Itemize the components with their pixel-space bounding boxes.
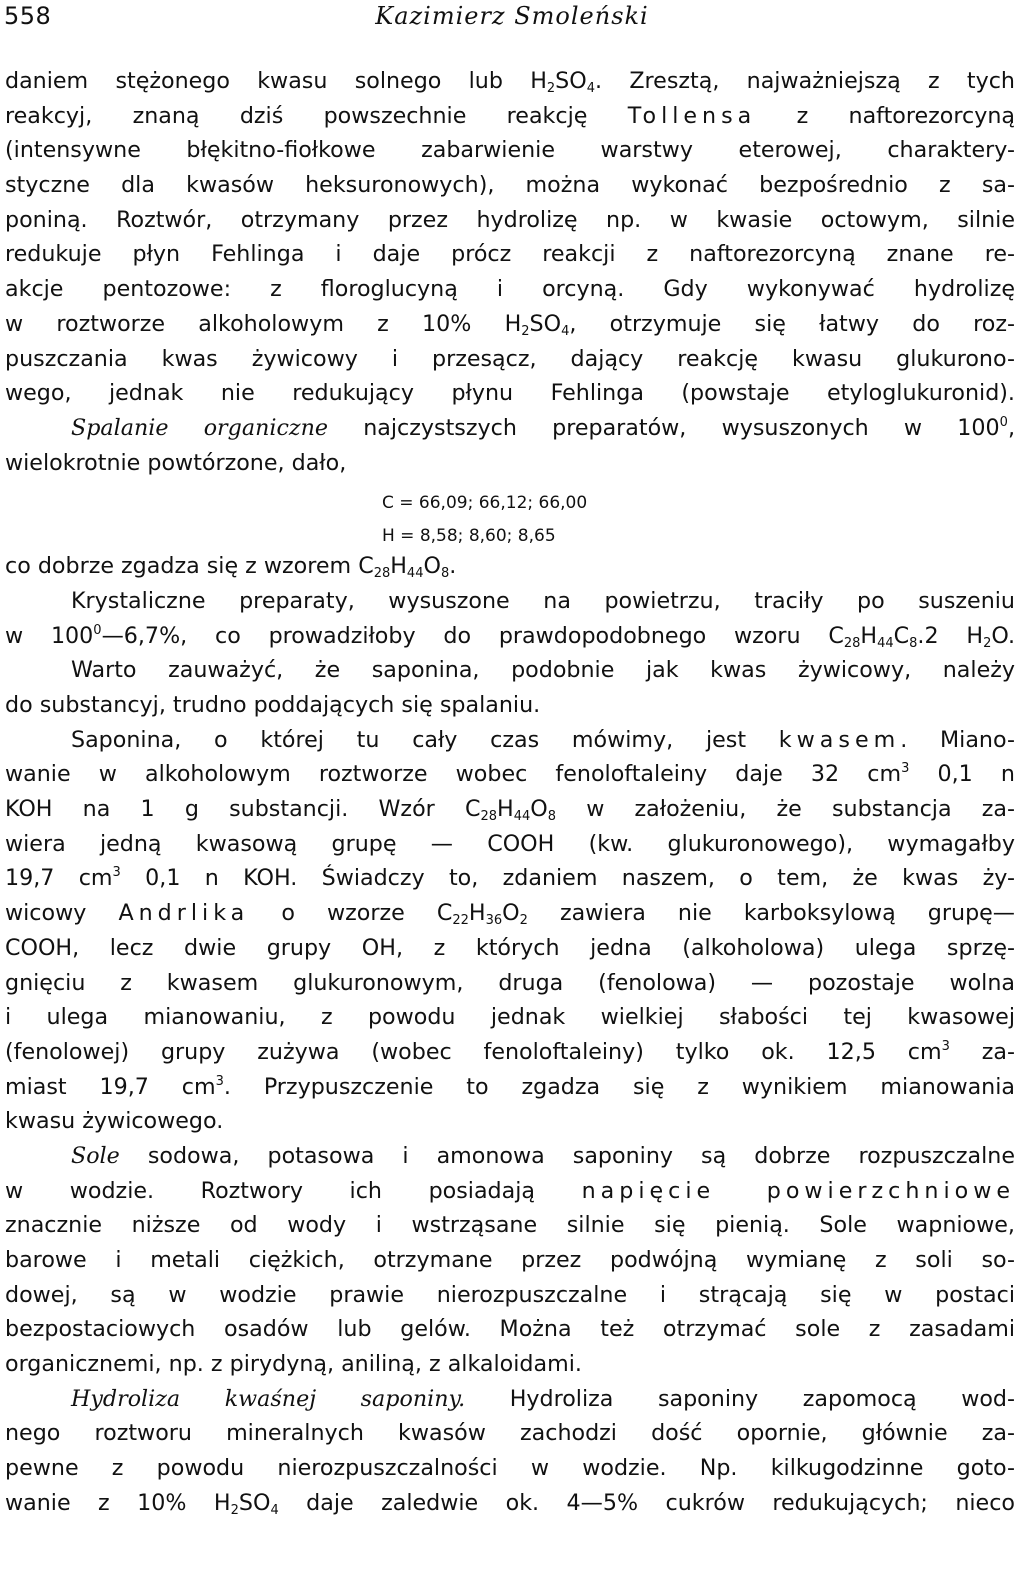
analysis-results bbox=[5, 480, 1015, 549]
text-line: wego, jednak nie redukujący płynu Fehlinga (powstaje etyloglukuronid). bbox=[5, 380, 1015, 407]
text-line: w wodzie. Roztwory ich posiadają napięcie powierzchniowe bbox=[5, 1177, 1015, 1204]
text-line: bezpostaciowych osadów lub gelów. Można też otrzymać sole z zasadami bbox=[5, 1316, 1015, 1343]
text-line: reakcyj, znaną dziś powszechnie reakcję Tollensa z naftorezorcyną bbox=[5, 102, 1015, 129]
formula-hydrogen: H = 8,58; 8,60; 8,65 bbox=[382, 526, 556, 547]
text-line: Warto zauważyć, że saponina, podobnie jak kwas żywicowy, należy bbox=[71, 657, 1015, 684]
text-line: wiera jedną kwasową grupę — COOH (kw. glukuronowego), wymagałby bbox=[5, 830, 1015, 857]
text-line: redukuje płyn Fehlinga i daje prócz reakcji z naftorezorcyną znane re- bbox=[5, 241, 1015, 268]
text-line: organicznemi, np. z pirydyną, aniliną, z alkaloidami. bbox=[5, 1351, 582, 1378]
text-line: Saponina, o której tu cały czas mówimy, jest kwasem. Miano- bbox=[71, 726, 1015, 753]
text-line: styczne dla kwasów heksuronowych), można wykonać bezpośrednio z sa- bbox=[5, 172, 1015, 199]
text-line: COOH, lecz dwie grupy OH, z których jedna (alkoholowa) ulega sprzę- bbox=[5, 934, 1015, 961]
italic-heading-sole: Sole bbox=[71, 1142, 120, 1169]
text-line: daniem stężonego kwasu solnego lub $H_2SO_4$. Zresztą, najważniejszą z tych bbox=[5, 68, 1015, 96]
text-line: znacznie niższe od wody i wstrząsane silnie się pienią. Sole wapniowe, bbox=[5, 1212, 1015, 1239]
text-line: kwasu żywicowego. bbox=[5, 1108, 224, 1135]
page-number: 558 bbox=[4, 2, 52, 30]
text-line: wielokrotnie powtórzone, dało, bbox=[5, 449, 347, 476]
text-line: KOH na 1 g substancji. Wzór $C_{28}H_{44}O_8$ w założeniu, że substancja za- bbox=[5, 796, 1015, 825]
italic-heading-hydroliza: Hydroliza kwaśnej saponiny. bbox=[71, 1385, 466, 1412]
text-line: puszczania kwas żywicowy i przesącz, dający reakcję kwasu glukurono- bbox=[5, 345, 1015, 372]
running-head: Kazimierz Smoleński bbox=[375, 2, 649, 30]
italic-heading-spalanie: Spalanie organiczne bbox=[71, 414, 329, 441]
text-line: poniną. Roztwór, otrzymany przez hydrolizę np. w kwasie octowym, silnie bbox=[5, 206, 1015, 233]
spaced-name-andrlika: Andrlika bbox=[118, 900, 250, 927]
text-line: wanie w alkoholowym roztworze wobec fenoloftaleiny daje 32 $cm^3$ 0,1 n bbox=[5, 761, 1015, 788]
text-line: pewne z powodu nierozpuszczalności w wodzie. Np. kilkugodzinne goto- bbox=[5, 1455, 1015, 1482]
spaced-word-kwasem: kwasem bbox=[778, 726, 901, 753]
text-line: co dobrze zgadza się z wzorem $C_{28}H_{44}O_8$. bbox=[5, 553, 457, 582]
text-line: 19,7 $cm^3$ 0,1 n KOH. Świadczy to, zdaniem naszem, o tem, że kwas ży- bbox=[5, 865, 1015, 892]
text-line: i ulega mianowaniu, z powodu jednak wielkiej słabości tej kwasowej bbox=[5, 1004, 1015, 1031]
text-line: wicowy Andrlika o wzorze $C_{22}H_{36}O_2$ zawiera nie karboksylową grupę— bbox=[5, 900, 1015, 929]
text-line: Krystaliczne preparaty, wysuszone na powietrzu, traciły po suszeniu bbox=[71, 587, 1015, 614]
text-line: barowe i metali ciężkich, otrzymane przez podwójną wymianę z soli so- bbox=[5, 1247, 1015, 1273]
text-line: Sole sodowa, potasowa i amonowa saponiny są dobrze rozpuszczalne bbox=[71, 1142, 1015, 1169]
text-line: w $100^0—6,7\%$, co prowadziłoby do prawdopodobnego wzoru $C_{28}H_{44}C_8.2$ $H_2O$. bbox=[5, 622, 1015, 651]
spaced-term-napiecie: napięcie powierzchniowe bbox=[581, 1177, 1015, 1204]
text-line: nego roztworu mineralnych kwasów zachodzi dość opornie, głównie za- bbox=[5, 1420, 1015, 1447]
page-header bbox=[0, 0, 1024, 40]
text-line: gnięciu z kwasem glukuronowym, druga (fenolowa) — pozostaje wolna bbox=[5, 969, 1015, 996]
text-line: wanie z 10% $H_2SO_4$ daje zaledwie ok. 4—5% cukrów redukujących; nieco bbox=[5, 1489, 1015, 1518]
text-line: miast 19,7 $cm^3$. Przypuszczenie to zgadza się z wynikiem mianowania bbox=[5, 1073, 1015, 1100]
text-line: dowej, są w wodzie prawie nierozpuszczalne i strącają się w postaci bbox=[5, 1281, 1015, 1308]
text-line: Spalanie organiczne najczystszych preparatów, wysuszonych w $100^0$, bbox=[71, 414, 1015, 441]
text-line: (intensywne błękitno-fiołkowe zabarwienie warstwy eterowej, charaktery- bbox=[5, 137, 1015, 164]
formula-carbon: C = 66,09; 66,12; 66,00 bbox=[382, 493, 588, 514]
text-line: do substancyj, trudno poddających się spalaniu. bbox=[5, 692, 541, 718]
text-line: akcje pentozowe: z floroglucyną i orcyną. Gdy wykonywać hydrolizę bbox=[5, 276, 1015, 303]
body-text bbox=[5, 64, 1015, 1521]
text-line: w roztworze alkoholowym z 10% $H_2SO_4$, otrzymuje się łatwy do roz- bbox=[5, 310, 1015, 339]
spaced-name-tollens: Tollensa bbox=[627, 102, 757, 129]
text-line: (fenolowej) grupy zużywa (wobec fenoloftaleiny) tylko ok. 12,5 $cm^3$ za- bbox=[5, 1038, 1015, 1065]
text-line: Hydroliza kwaśnej saponiny. Hydroliza saponiny zapomocą wod- bbox=[71, 1385, 1015, 1412]
